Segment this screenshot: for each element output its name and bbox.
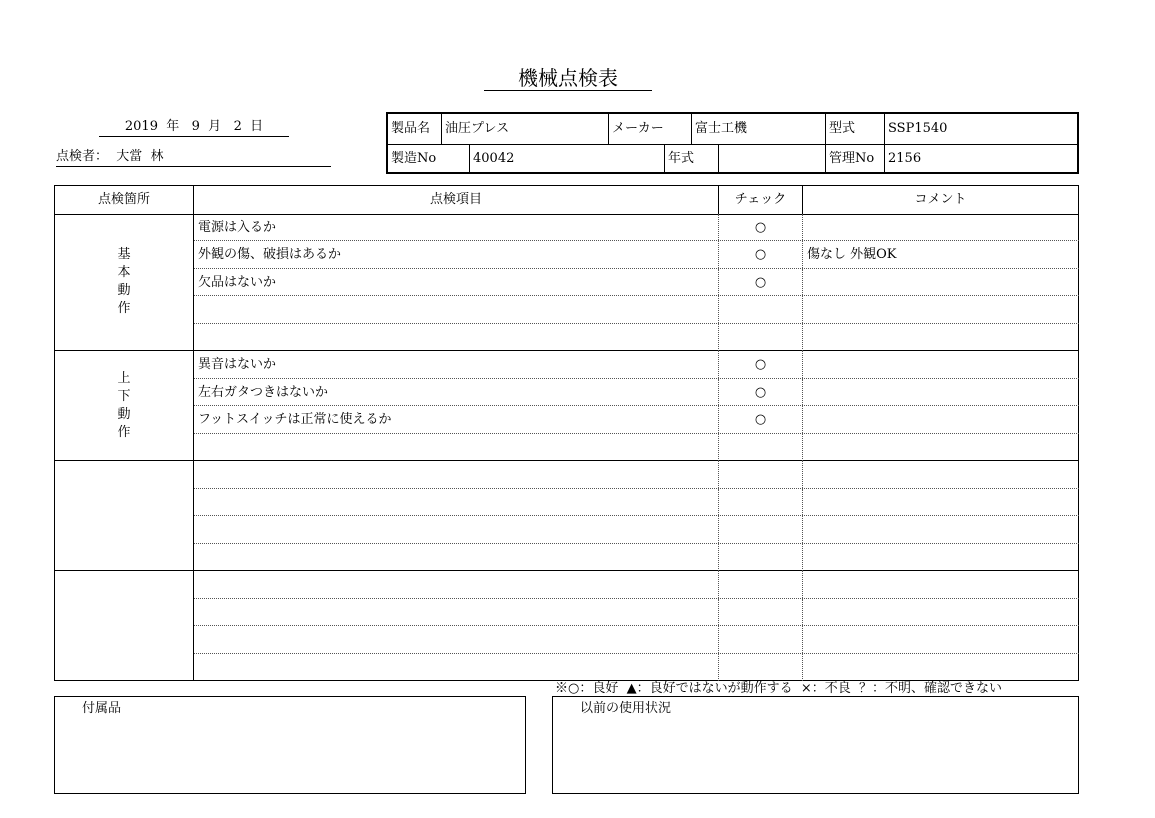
model-label: 型式 [826, 114, 885, 144]
check-cell[interactable]: ○ [719, 351, 803, 378]
check-cell[interactable]: ○ [719, 269, 803, 295]
check-cell[interactable] [719, 324, 803, 351]
check-cell[interactable] [719, 489, 803, 516]
table-group [55, 571, 1078, 681]
table-row [194, 434, 1079, 462]
item-cell[interactable] [194, 654, 719, 682]
table-group [55, 461, 1078, 571]
year-label: 年式 [665, 144, 719, 174]
comment-cell[interactable] [803, 516, 1079, 543]
item-cell[interactable]: 異音はないか [194, 351, 719, 378]
comment-cell[interactable]: 傷なし 外観OK [807, 247, 897, 263]
check-cell[interactable] [719, 461, 803, 488]
check-cell[interactable] [719, 626, 803, 653]
product-name-label: 製品名 [388, 114, 442, 144]
header-check: チェック [719, 186, 803, 214]
group-location-cell [55, 571, 194, 681]
table-row [194, 626, 1079, 654]
item-cell[interactable] [194, 571, 719, 598]
item-cell[interactable] [194, 489, 719, 516]
comment-cell[interactable] [803, 324, 1079, 351]
comment-cell[interactable] [803, 214, 1079, 240]
inspection-date: 2019 年 9 月 2 日 [99, 118, 289, 137]
header-location: 点検箇所 [55, 186, 194, 214]
table-group [55, 351, 1078, 461]
item-cell[interactable]: 欠品はないか [194, 269, 719, 295]
item-cell[interactable] [194, 324, 719, 351]
table-row [194, 269, 1079, 296]
check-cell[interactable] [719, 296, 803, 322]
item-cell[interactable] [194, 434, 719, 462]
inspection-table [54, 185, 1079, 681]
comment-cell[interactable] [803, 489, 1079, 516]
check-cell[interactable] [719, 544, 803, 572]
item-cell[interactable] [194, 544, 719, 572]
group-location-cell [55, 461, 194, 570]
history-label: 以前の使用状況 [580, 701, 672, 716]
comment-cell[interactable] [803, 599, 1079, 626]
comment-cell[interactable] [803, 626, 1079, 653]
item-cell[interactable] [194, 599, 719, 626]
product-name-value[interactable]: 油圧プレス [442, 114, 609, 144]
item-cell[interactable] [194, 516, 719, 543]
table-row [194, 214, 1079, 241]
check-cell[interactable]: ○ [719, 379, 803, 406]
accessories-box[interactable] [54, 696, 526, 794]
accessories-label: 付属品 [82, 701, 122, 716]
group-label: 基本動作 [117, 247, 131, 316]
serial-label: 製造No [388, 144, 470, 174]
table-row [194, 241, 1079, 268]
table-row [194, 324, 1079, 351]
table-group [55, 214, 1078, 351]
check-cell[interactable]: ○ [719, 241, 803, 267]
check-cell[interactable] [719, 516, 803, 543]
legend-note: ※○：良好 ▲：良好ではないが動作する ×：不良 ？：不明、確認できない [555, 681, 1003, 696]
table-row [194, 351, 1079, 379]
table-row [194, 379, 1079, 407]
check-cell[interactable] [719, 599, 803, 626]
mgmt-value[interactable]: 2156 [888, 151, 922, 166]
check-cell[interactable]: ○ [719, 214, 803, 240]
comment-cell[interactable] [803, 434, 1079, 462]
comment-cell[interactable] [803, 406, 1079, 433]
comment-cell[interactable] [803, 654, 1079, 682]
comment-cell[interactable] [803, 544, 1079, 572]
page-title: 機械点検表 [484, 66, 652, 91]
item-cell[interactable]: 外観の傷、破損はあるか [194, 241, 719, 267]
item-cell[interactable] [194, 461, 719, 488]
comment-cell[interactable] [803, 571, 1079, 598]
comment-cell[interactable] [803, 269, 1079, 295]
item-cell[interactable] [194, 296, 719, 322]
check-cell[interactable] [719, 654, 803, 682]
comment-cell[interactable] [803, 351, 1079, 378]
header-item: 点検項目 [194, 186, 719, 214]
year-value[interactable] [719, 144, 826, 174]
table-row [194, 516, 1079, 544]
history-box[interactable] [552, 696, 1079, 794]
group-location-cell [55, 351, 194, 460]
item-cell[interactable]: 電源は入るか [194, 214, 719, 240]
table-row [194, 571, 1079, 599]
check-cell[interactable]: ○ [719, 406, 803, 433]
item-cell[interactable] [194, 626, 719, 653]
item-cell[interactable]: フットスイッチは正常に使えるか [194, 406, 719, 433]
header-comment: コメント [914, 192, 967, 207]
table-header [55, 186, 1078, 215]
table-row [194, 544, 1079, 572]
inspector-name: 点検者： 大當 林 [56, 148, 331, 167]
comment-cell[interactable] [803, 461, 1079, 488]
mgmt-label: 管理No [826, 144, 885, 174]
table-row [194, 489, 1079, 517]
maker-value[interactable]: 富士工機 [692, 114, 826, 144]
maker-label: メーカー [609, 114, 692, 144]
item-cell[interactable]: 左右ガタつきはないか [194, 379, 719, 406]
group-label: 上下動作 [117, 370, 131, 440]
product-info-table [386, 112, 1079, 174]
check-cell[interactable] [719, 434, 803, 462]
table-row [194, 461, 1079, 489]
table-row [194, 296, 1079, 323]
check-cell[interactable] [719, 571, 803, 598]
model-value[interactable]: SSP1540 [888, 121, 948, 136]
table-row [194, 599, 1079, 627]
table-row [194, 406, 1079, 434]
serial-value[interactable]: 40042 [470, 144, 665, 174]
comment-cell[interactable] [803, 296, 1079, 322]
comment-cell[interactable] [803, 379, 1079, 406]
table-row [194, 654, 1079, 682]
group-location-cell [55, 214, 194, 350]
